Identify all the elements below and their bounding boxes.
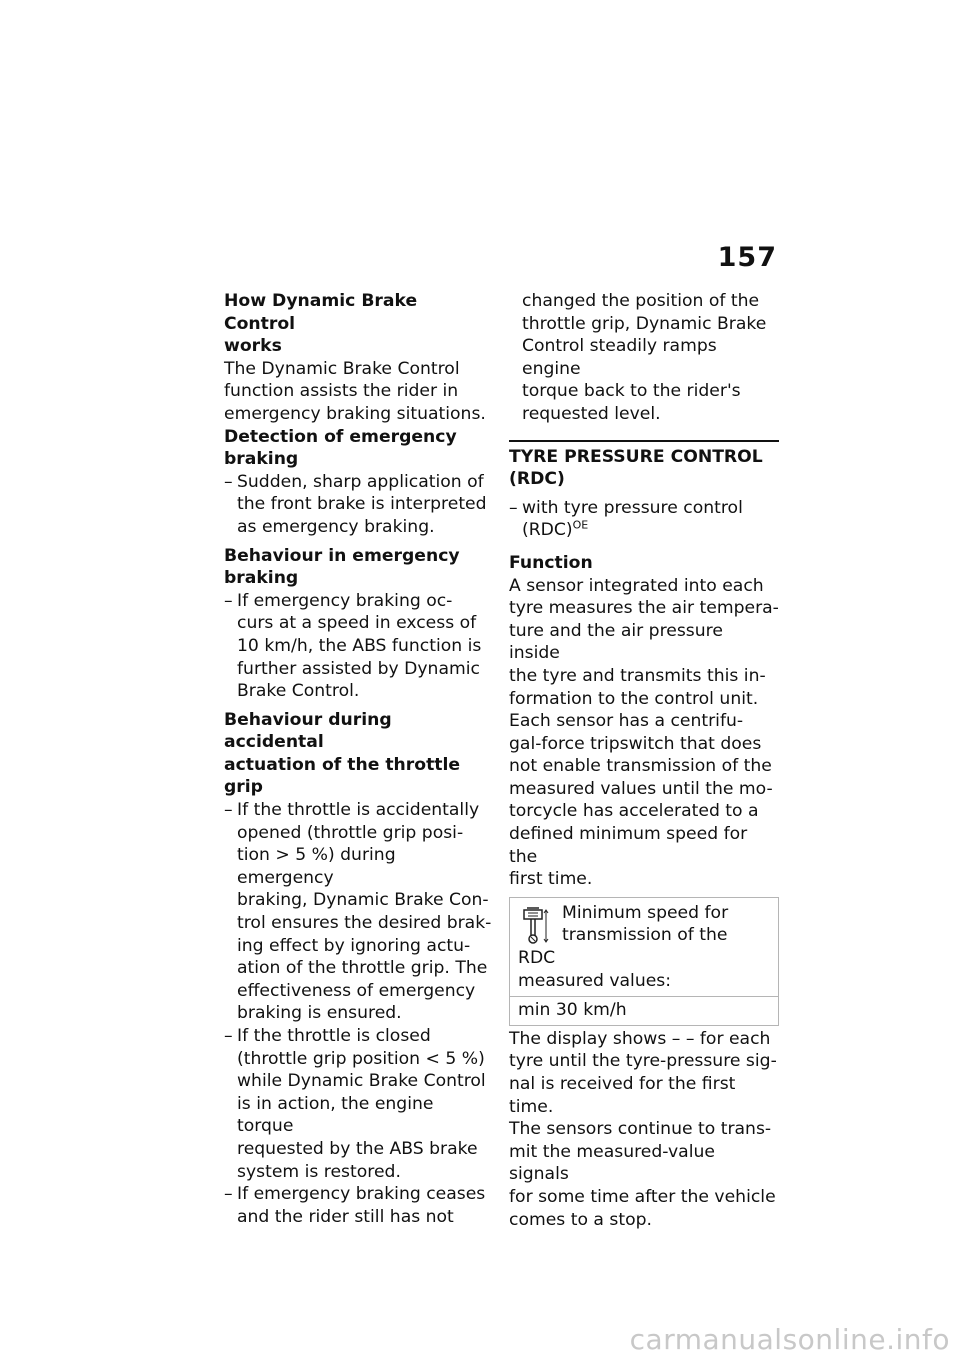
section-title: TYRE PRESSURE CONTROL (RDC) <box>509 446 763 490</box>
technical-data-icon <box>518 906 552 946</box>
section-divider <box>509 440 779 442</box>
page-number: 157 <box>717 242 777 273</box>
function-text: A sensor integrated into each tyre measures the air tempera- ture and the air pressure inside the tyre and transmits this in- formation to the control unit. Each sensor has a centrifu- gal-force tripswitch that does not enable transmission of the measured values until the mo- torcycle has accelerated to a defined minimum speed for the first time. <box>509 575 779 890</box>
accidental-actuation-heading: Behaviour during accidental actuation of the throttle grip <box>224 709 461 798</box>
function-heading: Function <box>509 552 593 573</box>
behaviour-list-item: – If emergency braking oc- curs at a speed in excess of 10 km/h, the ABS function is further assisted by Dynamic Brake Control. <box>224 590 482 702</box>
technical-data-value: min 30 km/h <box>518 1000 627 1021</box>
display-text: The display shows – – for each tyre until the tyre-pressure sig- nal is received for the first time. The sensors continue to trans- mit the measured-value signals for some time after the vehicle comes to a stop. <box>509 1028 777 1230</box>
accidental-list-item: – If the throttle is accidentally opened (throttle grip posi- tion > 5 %) during emergency braking, Dynamic Brake Con- trol ensures the desired brak- ing effect by ignoring actu- ation of the throttle grip. The effectiveness of emergency braking is ensured. <box>224 800 492 1024</box>
detection-list-item: – Sudden, sharp application of the front brake is interpreted as emergency braking. <box>224 471 487 537</box>
oe-superscript: OE <box>572 518 589 532</box>
watermark: carmanualsonline.info <box>629 1323 950 1356</box>
behaviour-heading: Behaviour in emergency braking <box>224 545 460 589</box>
accidental-list-item: – If the throttle is closed (throttle grip position < 5 %) while Dynamic Brake Control is in action, the engine torque requested by the ABS brake system is restored. <box>224 1026 486 1182</box>
right-column <box>509 290 779 1231</box>
technical-data-label: Minimum speed for transmission of the RDC measured values: <box>510 898 778 997</box>
left-column <box>224 290 494 1228</box>
accidental-list-item: – If emergency braking ceases and the rider still has not <box>224 1184 486 1227</box>
technical-data-box <box>509 897 779 1026</box>
how-it-works-heading: How Dynamic Brake Control works <box>224 291 418 357</box>
how-it-works-text: The Dynamic Brake Control function assists the rider in emergency braking situations. <box>224 358 486 424</box>
continued-list-item: changed the position of the throttle grip, Dynamic Brake Control steadily ramps engine torque back to the rider's requested level. <box>522 291 767 424</box>
equipment-option: – with tyre pressure control (RDC)$^{OE}$ <box>509 497 743 541</box>
detection-heading: Detection of emergency braking <box>224 426 457 470</box>
